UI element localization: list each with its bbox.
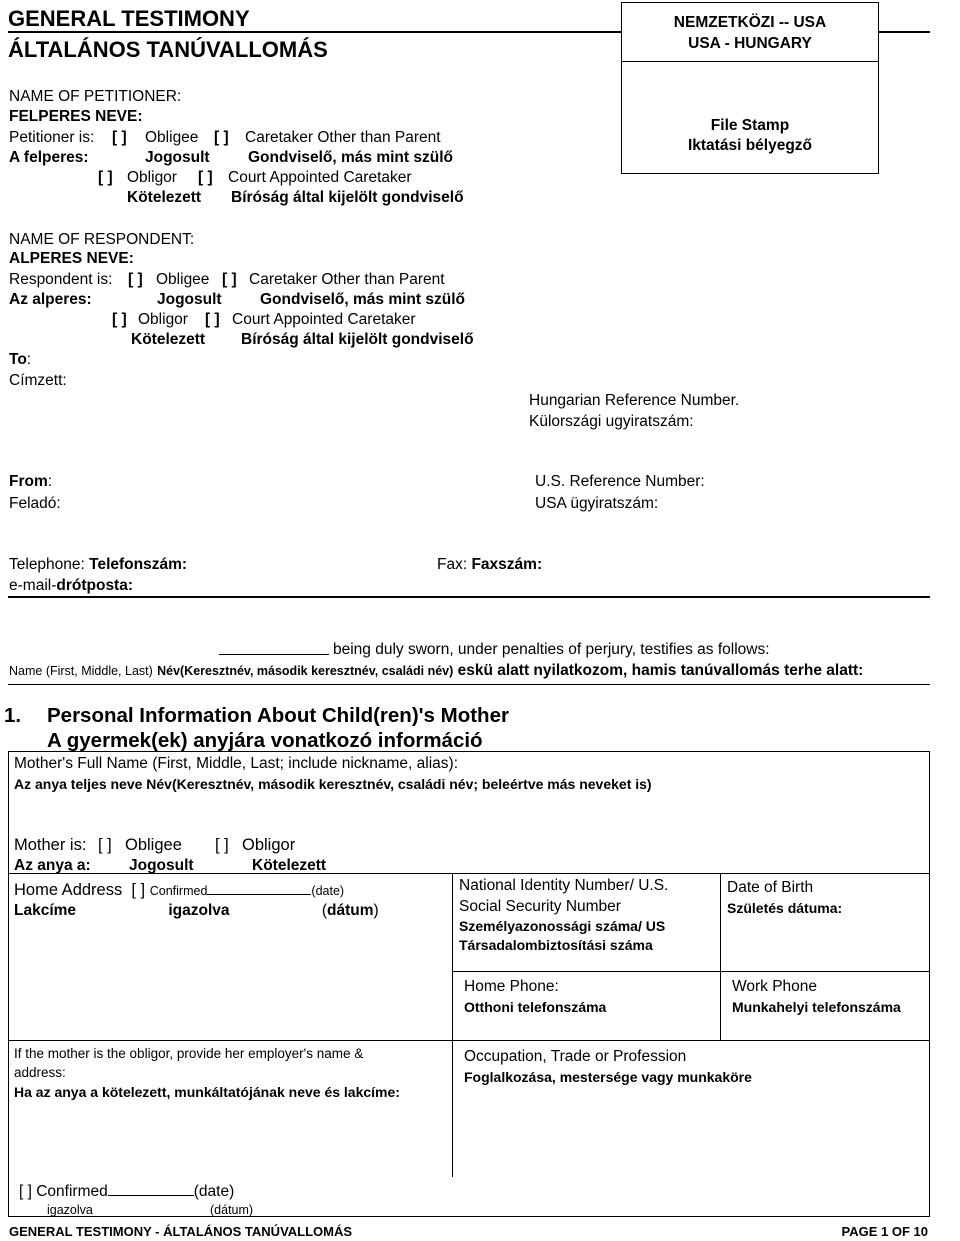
petitioner-caretaker-label: Caretaker Other than Parent bbox=[245, 129, 441, 146]
grid-divider-1 bbox=[452, 874, 453, 1041]
employer-label-hu: Ha az anya a kötelezett, munkáltatójának neve és lakcíme: bbox=[14, 1084, 400, 1100]
page-title: GENERAL TESTIMONY bbox=[8, 6, 250, 31]
employer-date-hu: (dátum) bbox=[210, 1203, 254, 1217]
file-stamp-label: File Stamp bbox=[710, 117, 790, 134]
from-label-hu: Feladó: bbox=[9, 495, 61, 512]
petitioner-obligor-label-hu: Kötelezett bbox=[127, 189, 202, 206]
respondent-obligor-label: Obligor bbox=[138, 311, 188, 328]
mother-obligor-label-hu: Kötelezett bbox=[252, 857, 327, 874]
country-line-1: NEMZETKÖZI -- USA bbox=[673, 14, 827, 31]
petitioner-name-label: NAME OF PETITIONER: bbox=[9, 88, 182, 105]
employer-confirmed-hu: igazolva bbox=[47, 1203, 93, 1217]
fax-label: Fax: Faxszám: bbox=[437, 556, 543, 573]
hungarian-ref-label-hu: Külországi ugyiratszám: bbox=[529, 413, 694, 430]
petitioner-name-label-hu: FELPERES NEVE: bbox=[9, 108, 143, 125]
from-label: From: bbox=[9, 473, 53, 490]
oath-rule bbox=[8, 684, 930, 685]
petitioner-is-label-hu: A felperes: bbox=[9, 149, 89, 166]
section-heading-hu: A gyermek(ek) anyjára vonatkozó információ bbox=[47, 729, 483, 752]
respondent-is-label: Respondent is: bbox=[9, 271, 113, 288]
respondent-court-label: Court Appointed Caretaker bbox=[232, 311, 416, 328]
dob-label-hu: Születés dátuma: bbox=[727, 900, 843, 916]
respondent-name-label-hu: ALPERES NEVE: bbox=[9, 250, 134, 267]
petitioner-obligee-label: Obligee bbox=[145, 129, 199, 146]
contact-rule bbox=[8, 596, 930, 598]
petitioner-court-label-hu: Bíróság által kijelölt gondviselő bbox=[231, 189, 464, 206]
respondent-obligee-label-hu: Jogosult bbox=[157, 291, 222, 308]
national-id-label-hu-2: Társadalombiztosítási száma bbox=[459, 937, 653, 953]
home-phone-label: Home Phone: bbox=[464, 978, 559, 995]
national-id-label-2: Social Security Number bbox=[459, 898, 621, 915]
dob-label: Date of Birth bbox=[727, 879, 814, 896]
petitioner-is-label: Petitioner is: bbox=[9, 129, 95, 146]
employer-confirmed: [ ] Confirmed (date) bbox=[19, 1183, 235, 1200]
file-stamp-label-hu: Iktatási bélyegző bbox=[687, 137, 813, 154]
to-label-hu: Címzett: bbox=[9, 372, 67, 389]
respondent-obligee-label: Obligee bbox=[156, 271, 210, 288]
national-id-label-hu-1: Személyazonossági száma/ US bbox=[459, 918, 666, 934]
petitioner-obligee-checkbox[interactable]: [ ] bbox=[112, 129, 127, 146]
work-phone-label-hu: Munkahelyi telefonszáma bbox=[732, 999, 901, 1015]
respondent-is-label-hu: Az alperes: bbox=[9, 291, 92, 308]
respondent-court-label-hu: Bíróság által kijelölt gondviselő bbox=[241, 331, 474, 348]
mother-obligor-label: Obligor bbox=[242, 836, 296, 854]
file-stamp-box[interactable] bbox=[621, 2, 879, 174]
mother-obligee-checkbox[interactable]: [ ] bbox=[98, 836, 112, 854]
employer-date-line[interactable] bbox=[108, 1183, 194, 1196]
page-title-hu: ÁLTALÁNOS TANÚVALLOMÁS bbox=[8, 37, 328, 62]
occupation-label-hu: Foglalkozása, mestersége vagy munkaköre bbox=[464, 1069, 752, 1085]
employer-confirmed-checkbox[interactable]: [ ] bbox=[19, 1183, 32, 1200]
home-address-label: Home Address [ ] Confirmed (date) bbox=[14, 881, 345, 899]
mother-obligee-label: Obligee bbox=[125, 836, 182, 854]
respondent-name-label: NAME OF RESPONDENT: bbox=[9, 231, 195, 248]
telephone-label: Telephone: Telefonszám: bbox=[9, 556, 188, 573]
grid-divider-2 bbox=[720, 874, 721, 1041]
mother-full-name-label-hu: Az anya teljes neve Név(Keresztnév, második keresztnév, családi név; beleértve más neveket is) bbox=[14, 776, 652, 792]
us-ref-label: U.S. Reference Number: bbox=[535, 473, 705, 490]
respondent-caretaker-label-hu: Gondviselő, más mint szülő bbox=[260, 291, 465, 308]
respondent-obligee-checkbox[interactable]: [ ] bbox=[128, 271, 143, 288]
footer-title: GENERAL TESTIMONY - ÁLTALÁNOS TANÚVALLOMÁS bbox=[9, 1224, 353, 1239]
respondent-caretaker-label: Caretaker Other than Parent bbox=[249, 271, 445, 288]
mother-is-label-hu: Az anya a: bbox=[14, 857, 91, 874]
employer-label-1: If the mother is the obligor, provide her employer's name & bbox=[14, 1046, 364, 1061]
respondent-court-checkbox[interactable]: [ ] bbox=[205, 311, 220, 328]
national-id-label-1: National Identity Number/ U.S. bbox=[459, 877, 669, 894]
hungarian-ref-label: Hungarian Reference Number. bbox=[529, 392, 740, 409]
petitioner-obligor-label: Obligor bbox=[127, 169, 177, 186]
mother-full-name-label: Mother's Full Name (First, Middle, Last; include nickname, alias): bbox=[14, 755, 458, 772]
us-ref-label-hu: USA ügyiratszám: bbox=[535, 495, 659, 512]
section-heading: Personal Information About Child(ren)'s Mother bbox=[47, 704, 509, 727]
home-address-date-line[interactable] bbox=[207, 882, 311, 895]
home-phone-label-hu: Otthoni telefonszáma bbox=[464, 999, 607, 1015]
grid-row-divider bbox=[452, 971, 930, 972]
sworn-text: being duly sworn, under penalties of perjury, testifies as follows: bbox=[333, 641, 770, 658]
petitioner-court-checkbox[interactable]: [ ] bbox=[198, 169, 213, 186]
employer-label-2: address: bbox=[14, 1065, 66, 1080]
sworn-name-hint: Name (First, Middle, Last) Név(Keresztnév, második keresztnév, családi név) eskü alatt nyilatkozom, hamis tanúvallomás terhe alatt: bbox=[9, 662, 864, 679]
petitioner-obligor-checkbox[interactable]: [ ] bbox=[98, 169, 113, 186]
petitioner-caretaker-label-hu: Gondviselő, más mint szülő bbox=[248, 149, 453, 166]
mother-obligor-checkbox[interactable]: [ ] bbox=[215, 836, 229, 854]
to-label: To: bbox=[9, 351, 32, 368]
respondent-obligor-checkbox[interactable]: [ ] bbox=[112, 311, 127, 328]
occupation-label: Occupation, Trade or Profession bbox=[464, 1048, 687, 1065]
petitioner-obligee-label-hu: Jogosult bbox=[145, 149, 210, 166]
country-line-2: USA - HUNGARY bbox=[688, 35, 812, 52]
petitioner-caretaker-checkbox[interactable]: [ ] bbox=[214, 129, 229, 146]
home-address-confirmed-checkbox[interactable]: [ ] bbox=[131, 881, 146, 899]
section-number: 1. bbox=[4, 704, 22, 727]
email-label: e-mail-drótposta: bbox=[9, 577, 134, 594]
page-number: PAGE 1 OF 10 bbox=[841, 1224, 928, 1239]
stamp-divider bbox=[622, 61, 878, 62]
mother-obligee-label-hu: Jogosult bbox=[129, 857, 194, 874]
sworn-name-line[interactable] bbox=[219, 654, 329, 655]
work-phone-label: Work Phone bbox=[732, 978, 818, 995]
employer-divider bbox=[452, 1041, 453, 1177]
petitioner-court-label: Court Appointed Caretaker bbox=[228, 169, 412, 186]
respondent-caretaker-checkbox[interactable]: [ ] bbox=[222, 271, 237, 288]
mother-is-label: Mother is: bbox=[14, 836, 87, 854]
home-address-label-hu: Lakcíme igazolva (dátum) bbox=[14, 902, 379, 919]
respondent-obligor-label-hu: Kötelezett bbox=[131, 331, 206, 348]
